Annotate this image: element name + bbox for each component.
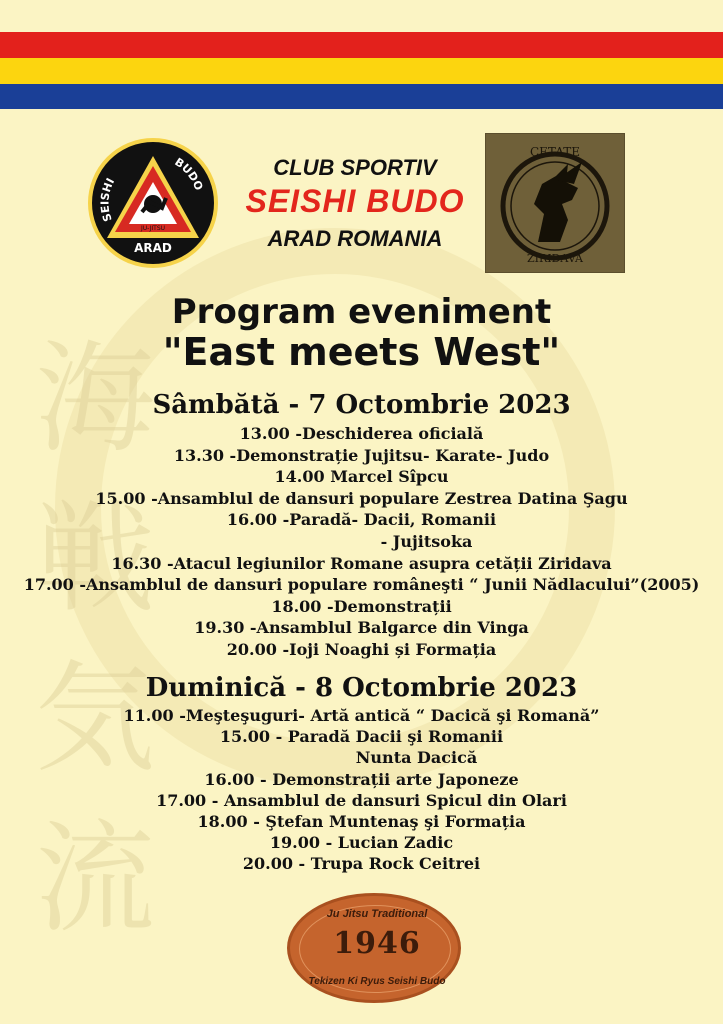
club-name: SEISHI BUDO [245,183,465,219]
griffin-emblem-icon [486,134,624,272]
schedule-item: 18.00 - Ştefan Muntenaş şi Formația [197,811,526,831]
day2-title: Duminică - 8 Octombrie 2023 [145,673,578,703]
schedule-item: 20.00 - Trupa Rock Ceitrei [242,854,481,874]
flag-red-stripe [0,32,723,58]
schedule-item: 16.00 -Paradă- Dacii, Romanii [226,510,497,530]
schedule-item: 13.00 -Deschiderea oficială [239,424,484,443]
schedule-item: 19.30 -Ansamblul Balgarce din Vinga [194,618,529,638]
club-location: ARAD ROMANIA [267,226,443,251]
schedule-item: Nunta Dacică [355,748,478,768]
ju-jitsu-1946-badge [287,893,461,1003]
schedule-item: 18.00 -Demonstrații [271,596,452,616]
watermark-kanji-2: 戦 [35,490,155,629]
logo-right-text-bottom: ZIRIDAVA [527,252,583,265]
watermark-kanji-3: 気 [35,650,155,789]
karate-triangle-emblem-icon [92,142,214,264]
schedule-item: - Jujitsoka [380,531,473,551]
day2-schedule [0,705,723,875]
club-line-1: CLUB SPORTIV [273,155,437,180]
day1-schedule [0,423,723,661]
badge-top-text: Ju Jitsu Traditional [326,908,428,920]
schedule-item: 16.00 - Demonstrații arte Japoneze [204,769,519,789]
seishi-budo-logo [88,138,218,268]
svg-text:SEISHI [99,176,118,223]
badge-bottom-text: Tekizen Ki Ryus Seishi Budo [308,976,446,987]
day1-title: Sâmbătă - 7 Octombrie 2023 [152,390,571,420]
badge-year: 1946 [333,926,421,961]
event-name: "East meets West" [162,330,561,374]
schedule-item: 13.30 -Demonstrație Jujitsu- Karate- Judo [173,445,550,465]
flag-blue-stripe [0,84,723,109]
schedule-item: 14.00 Marcel Sîpcu [274,467,449,487]
schedule-item: 20.00 -Ioji Noaghi și Formația [226,639,497,659]
watermark-kanji-1: 海 [35,330,155,469]
program-title: Program eveniment [171,292,552,332]
svg-text:BUDO [172,155,205,192]
schedule-item: 17.00 -Ansamblul de dansuri populare româneşti “ Junii Nădlacului”(2005) [23,575,700,595]
schedule-item: 17.00 - Ansamblul de dansuri Spicul din Olari [156,790,567,810]
cetate-ziridava-logo [485,133,625,273]
schedule-item: 16.30 -Atacul legiunilor Romane asupra cetății Ziridava [111,553,612,573]
watermark-kanji-4: 流 [35,810,155,949]
schedule-item: 11.00 -Meşteşuguri- Artă antică “ Dacică şi Romană” [123,706,600,725]
schedule-item: 15.00 - Paradă Dacii şi Romanii [219,727,504,747]
logo-left-text-arad: ARAD [134,241,172,255]
logo-left-text-seishi: SEISHI [98,176,118,224]
logo-left-text-jujitsu: JU-JITSU [140,225,166,232]
flag-yellow-stripe [0,58,723,84]
schedule-item: 19.00 - Lucian Zadic [269,833,454,853]
logo-left-text-budo: BUDO [172,155,206,193]
schedule-item: 15.00 -Ansamblul de dansuri populare Zestrea Datina Şagu [95,488,628,508]
logo-right-text-top: CETATE [529,145,581,159]
